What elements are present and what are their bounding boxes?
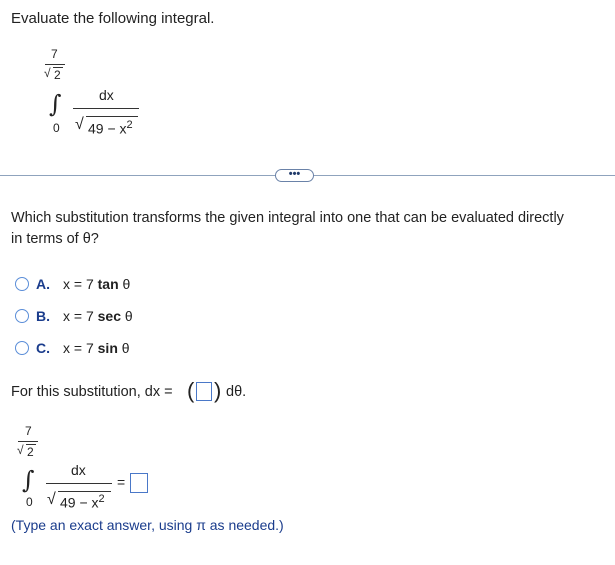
upper-limit-denominator: 2 — [54, 68, 61, 82]
option-b-radio[interactable] — [15, 309, 29, 323]
option-a-var: θ — [118, 276, 131, 292]
integrand-radicand — [88, 119, 133, 137]
option-c-text[interactable] — [63, 340, 130, 356]
sqrt-sign: √ — [44, 66, 51, 80]
question-prompt: Evaluate the following integral. — [11, 10, 215, 27]
radicand-base-2: 49 − x — [60, 494, 99, 511]
integrand-fraction-bar-2 — [46, 483, 112, 484]
equals-sign: = — [117, 474, 126, 490]
option-b-var: θ — [121, 308, 133, 324]
dx-answer-input[interactable] — [196, 382, 212, 401]
more-options-button[interactable]: ••• — [275, 169, 314, 182]
integral-answer-input[interactable] — [130, 473, 148, 493]
dx-suffix: dθ. — [226, 384, 247, 400]
integrand-radicand-2 — [60, 493, 105, 511]
lower-limit: 0 — [53, 121, 60, 135]
dx-label: For this substitution, dx = — [11, 384, 173, 400]
radicand-exponent: 2 — [126, 119, 133, 131]
radicand-base: 49 − x — [88, 120, 127, 137]
option-b-func: sec — [97, 308, 121, 324]
dx-left-paren: ( — [187, 378, 195, 403]
upper-limit-numerator: 7 — [51, 47, 58, 61]
lower-limit-2: 0 — [26, 495, 33, 509]
option-a-prefix: x = 7 — [63, 276, 98, 292]
sqrt-sign-2: √ — [17, 443, 24, 457]
upper-limit-denominator-2: 2 — [27, 445, 34, 459]
option-b-text[interactable] — [63, 308, 133, 324]
option-a-func: tan — [97, 276, 119, 292]
option-c-var: θ — [117, 340, 130, 356]
integral-sign-2: ∫ — [22, 466, 35, 494]
option-b-letter[interactable]: B. — [36, 308, 50, 324]
option-a-text[interactable] — [63, 276, 130, 292]
integral-sign: ∫ — [49, 90, 62, 118]
option-c-func: sin — [97, 340, 118, 356]
part-question-line2: in terms of θ? — [11, 231, 99, 247]
option-c-radio[interactable] — [15, 341, 29, 355]
option-c-letter[interactable]: C. — [36, 340, 50, 356]
option-b-prefix: x = 7 — [63, 308, 98, 324]
integrand-sqrt-sign-2: √ — [47, 491, 56, 508]
integrand-sqrt-overline — [86, 116, 138, 117]
upper-limit-fraction-bar-2 — [18, 441, 38, 442]
answer-hint: (Type an exact answer, using π as needed.) — [11, 517, 284, 533]
dx-right-paren: ) — [214, 378, 222, 403]
integrand-numerator: dx — [99, 87, 114, 103]
integrand-fraction-bar — [73, 108, 139, 109]
integrand-sqrt-overline-2 — [58, 491, 111, 492]
integrand-numerator-2: dx — [71, 462, 86, 478]
option-c-prefix: x = 7 — [63, 340, 98, 356]
integrand-sqrt-sign: √ — [75, 116, 84, 133]
radicand-exponent-2: 2 — [98, 493, 105, 505]
option-a-letter[interactable]: A. — [36, 276, 50, 292]
upper-limit-numerator-2: 7 — [25, 424, 32, 438]
option-a-radio[interactable] — [15, 277, 29, 291]
upper-limit-fraction-bar — [45, 64, 65, 65]
part-question-line1: Which substitution transforms the given integral into one that can be evaluated directly — [11, 210, 564, 226]
